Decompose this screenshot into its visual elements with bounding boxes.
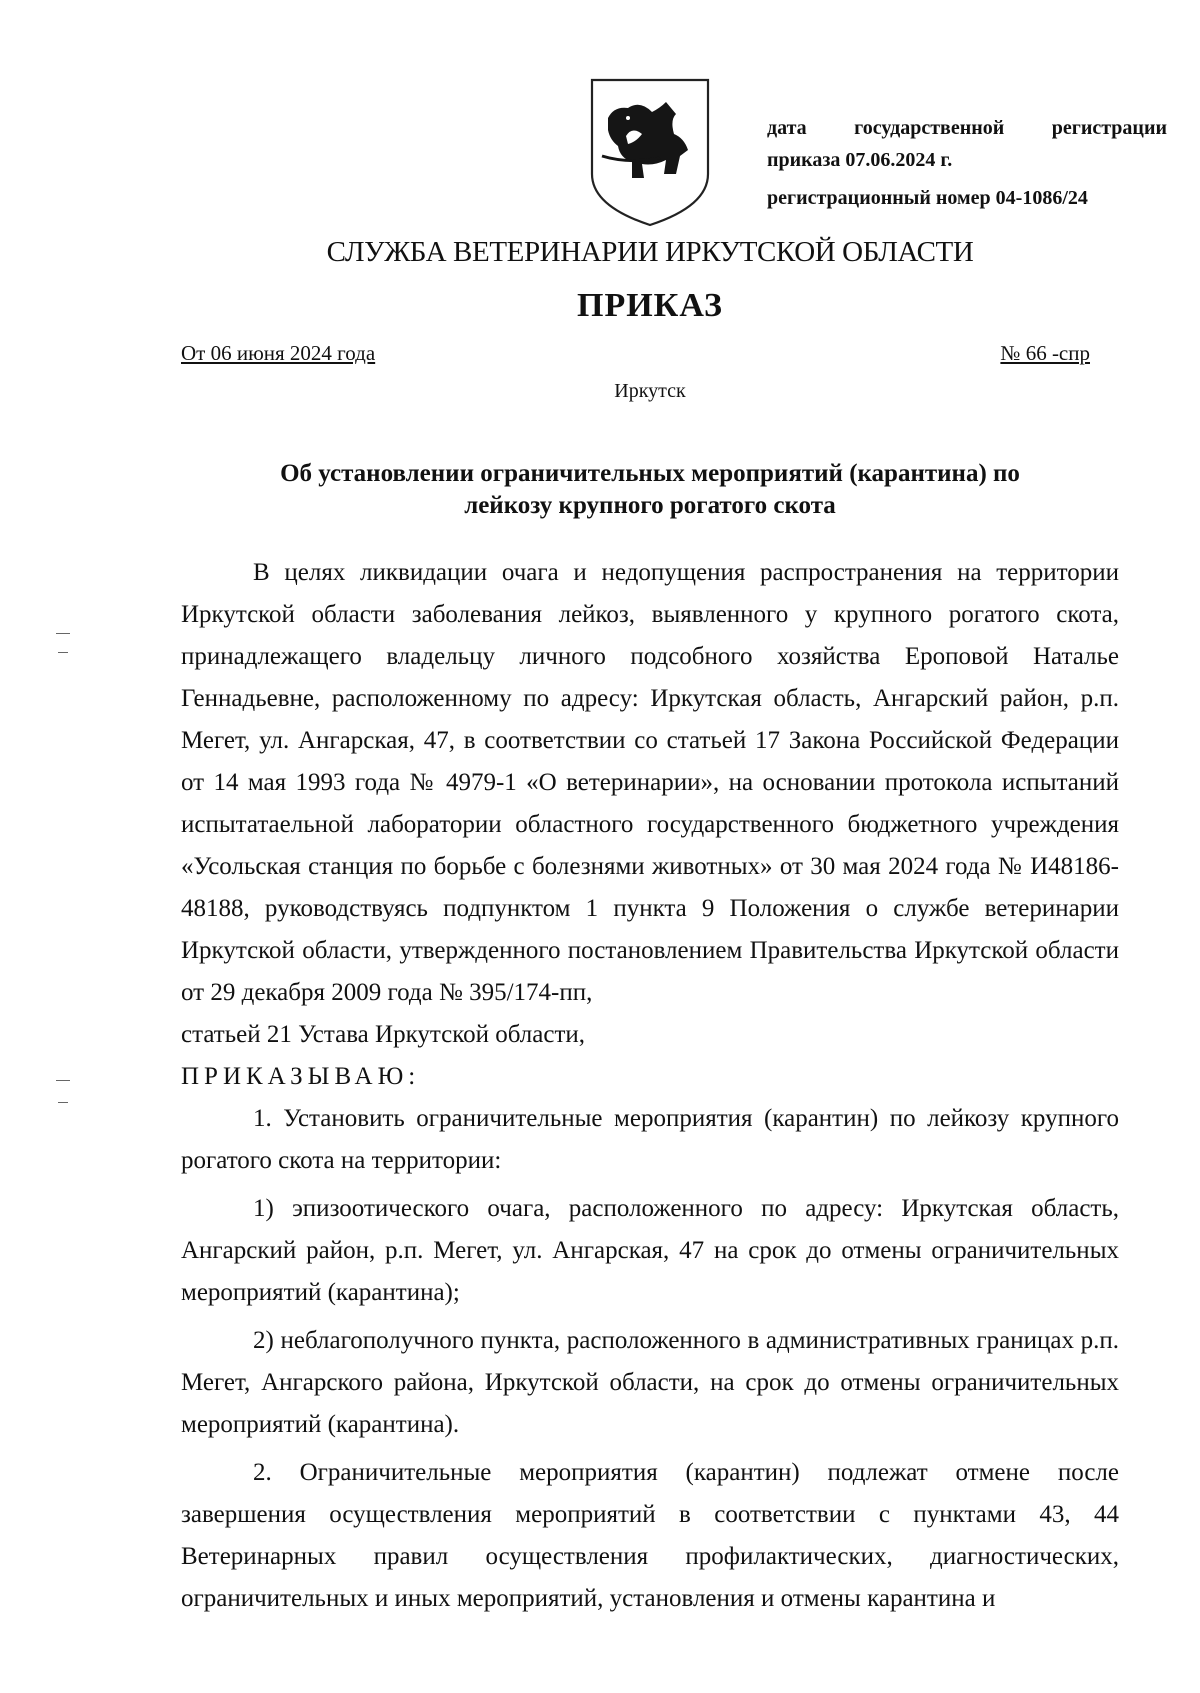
scan-mark [58,1102,68,1103]
item-1-subitem-2: 2) неблагополучного пункта, расположенного в административных границах р.п. Мегет, Ангарского района, Иркутской области, на срок до отмены ограничительных мероприятий (карантина). [181,1327,1119,1438]
preamble-last-line: статьей 21 Устава Иркутской области, [181,1021,586,1048]
document-body [181,552,1119,1620]
registration-block [767,112,1167,214]
scan-mark [56,633,70,634]
scan-mark [56,1080,70,1081]
order-word: ПРИКАЗЫВАЮ: [181,1063,421,1090]
document-number: № 66 -спр [1000,341,1090,365]
item-1-subitem-1: 1) эпизоотического очага, расположенного по адресу: Иркутская область, Ангарский район, р.п. Мегет, ул. Ангарская, 47 на срок до отмены ограничительных мероприятий (карантина); [181,1195,1119,1306]
document-type: ПРИКАЗ [577,287,723,324]
registration-number: регистрационный номер 04-1086/24 [767,187,1088,209]
item-1: 1. Установить ограничительные мероприятия (карантин) по лейкозу крупного рогатого скота на территории: [181,1105,1119,1174]
item-2: 2. Ограничительные мероприятия (карантин) подлежат отмене после завершения осуществления мероприятий в соответствии с пунктами 43, 44 Ветеринарных правил осуществления профилактических, диагностических, ограничительных и иных мероприятий, установления и отмены карантина и [181,1459,1119,1612]
agency-name: СЛУЖБА ВЕТЕРИНАРИИ ИРКУТСКОЙ ОБЛАСТИ [326,236,974,268]
document-date: От 06 июня 2024 года [181,341,376,365]
title-line-2: лейкозу крупного рогатого скота [464,492,836,519]
registration-date-label: дата государственной регистрации [767,117,1167,139]
scan-mark [58,652,68,653]
title-line-1: Об установлении ограничительных мероприятий (карантина) по [280,460,1020,487]
preamble-paragraph: В целях ликвидации очага и недопущения распространения на территории Иркутской области заболевания лейкоз, выявленного у крупного рогатого скота, принадлежащего владельцу личного подсобного хозяйства Ероповой Наталье Геннадьевне, расположенному по адресу: Иркутская область, Ангарский район, р.п. Мегет, ул. Ангарская, 47, в соответствии со статьей 17 Закона Российской Федерации от 14 мая 1993 года № 4979-1 «О ветеринарии», на основании протокола испытаний испытатаельной лаборатории областного государственного бюджетного учреждения «Усольская станция по борьбе с болезнями животных» от 30 мая 2024 года № И48186-48188, руководствуясь подпунктом 1 пункта 9 Положения о службе ветеринарии Иркутской области, утвержденного постановлением Правительства Иркутской области от 29 декабря 2009 года № 395/174-пп, [181,559,1119,1006]
document-city: Иркутск [614,380,686,402]
registration-date: приказа 07.06.2024 г. [767,149,953,171]
document-title [181,458,1119,522]
coat-of-arms-icon [588,78,712,228]
